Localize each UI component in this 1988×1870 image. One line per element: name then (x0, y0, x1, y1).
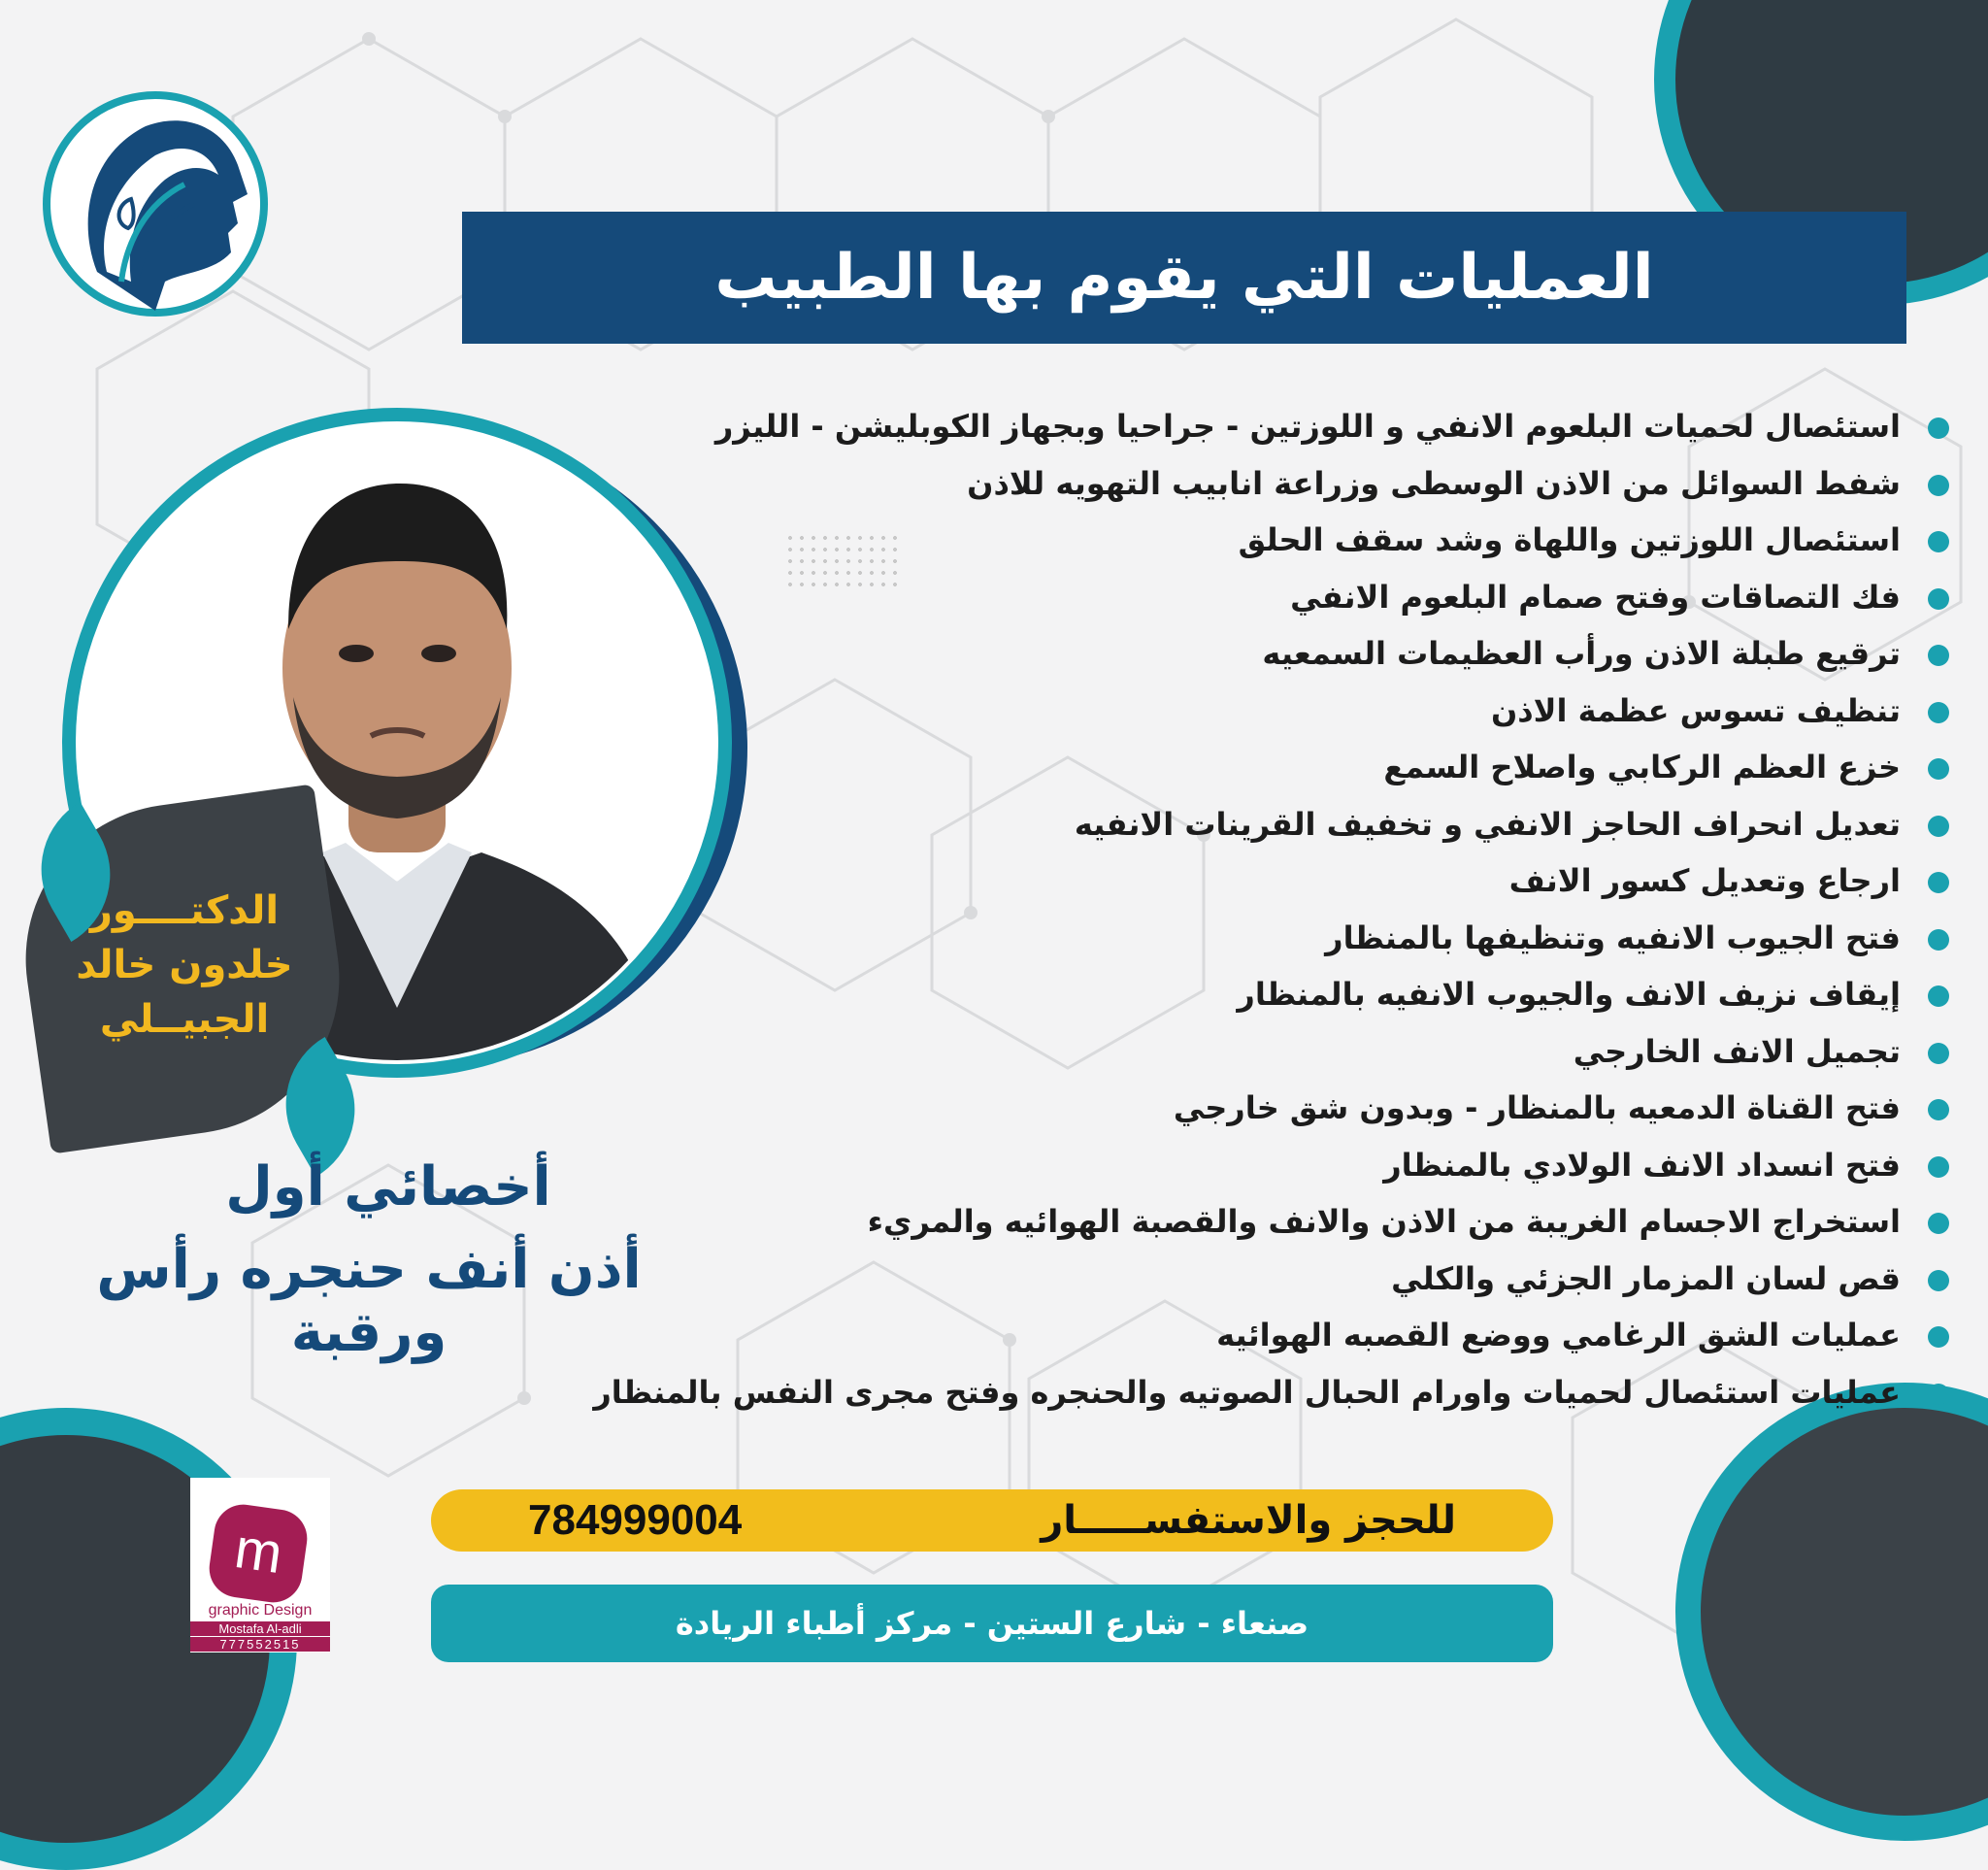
booking-bar (431, 1489, 1553, 1552)
bullet-icon (1928, 1099, 1949, 1120)
service-text: شفط السوائل من الاذن الوسطى وزراعة انابيب التهويه للاذن (967, 464, 1901, 502)
bullet-icon (1928, 872, 1949, 893)
bullet-icon (1928, 929, 1949, 951)
doctor-name-last: الجبيــلي (99, 997, 270, 1042)
bullet-icon (1928, 1213, 1949, 1234)
service-text: تعديل انحراف الحاجز الانفي و تخفيف القرينات الانفيه (1074, 805, 1901, 843)
service-text: استئصال اللوزتين واللهاة وشد سقف الحلق (1238, 521, 1901, 558)
service-text: قص لسان المزمار الجزئي والكلي (1391, 1259, 1901, 1297)
bullet-icon (1928, 702, 1949, 723)
list-item (435, 1364, 1949, 1421)
bullet-icon (1928, 1156, 1949, 1178)
address-bar: صنعاء - شارع الستين - مركز أطباء الريادة (431, 1585, 1553, 1662)
bullet-icon (1928, 816, 1949, 837)
bullet-icon (1928, 1043, 1949, 1064)
bullet-icon (1928, 417, 1949, 439)
bullet-icon (1928, 588, 1949, 610)
list-item (435, 398, 1949, 455)
service-text: تجميل الانف الخارجي (1573, 1032, 1901, 1070)
bullet-icon (1928, 475, 1949, 496)
bullet-icon (1928, 985, 1949, 1007)
bullet-icon (1928, 645, 1949, 666)
list-item (435, 966, 1949, 1023)
service-text: عمليات الشق الرغامي ووضع القصبه الهوائيه (1216, 1317, 1901, 1353)
designer-label: graphic Design (208, 1602, 313, 1619)
service-text: فتح انسداد الانف الولادي بالمنظار (1383, 1146, 1901, 1184)
service-text: فك التصاقات وفتح صمام البلعوم الانفي (1290, 578, 1901, 616)
bullet-icon (1928, 1270, 1949, 1291)
clinic-logo (39, 87, 272, 320)
list-item (435, 1137, 1949, 1194)
designer-logo-mark: m (206, 1501, 311, 1606)
list-item (435, 1023, 1949, 1081)
specialty-title: أخصائي أول (225, 1155, 551, 1219)
service-text: استئصال لحميات البلعوم الانفي و اللوزتين - جراحيا وبجهاز الكوبليشن - الليزر (714, 408, 1901, 445)
bullet-icon (1928, 1384, 1949, 1405)
designer-name: Mostafa Al-adli (190, 1621, 330, 1636)
booking-label: للحجز والاستفســـــار (1041, 1498, 1456, 1543)
booking-phone[interactable]: 784999004 (528, 1496, 743, 1544)
service-text: ترقيع طبلة الاذن ورأب العظيمات السمعيه (1262, 635, 1901, 672)
designer-logo (190, 1478, 330, 1653)
doctor-title: الدكتــــور (89, 888, 280, 933)
page-title: العمليات التي يقوم بها الطبيب (462, 212, 1906, 344)
bullet-icon (1928, 758, 1949, 780)
service-text: إيقاف نزيف الانف والجيوب الانفيه بالمنظار (1237, 976, 1901, 1013)
service-text: ارجاع وتعديل كسور الانف (1508, 862, 1901, 899)
list-item (435, 455, 1949, 513)
doctor-name-first: خلدون خالد (76, 943, 293, 987)
bullet-icon (1928, 1326, 1949, 1348)
doctor-name (58, 884, 311, 1047)
service-text: فتح الجيوب الانفيه وتنظيفها بالمنظار (1325, 918, 1901, 956)
bullet-icon (1928, 531, 1949, 552)
service-text: تنظيف تسوس عظمة الاذن (1490, 691, 1901, 729)
service-text: استخراج الاجسام الغريبة من الاذن والانف والقصبة الهوائيه والمريء (867, 1203, 1901, 1240)
designer-phone: 777552515 (190, 1637, 330, 1652)
service-text: عمليات استئصال لحميات واورام الحبال الصوتيه والحنجره وفتح مجرى النفس بالمنظار (593, 1373, 1901, 1411)
specialty-field: أذن أنف حنجره رأس ورقبة (96, 1238, 642, 1364)
service-text: فتح القناة الدمعيه بالمنظار - وبدون شق خارجي (1173, 1089, 1901, 1126)
service-text: خزع العظم الركابي واصلاح السمع (1383, 749, 1901, 785)
list-item (435, 1080, 1949, 1137)
